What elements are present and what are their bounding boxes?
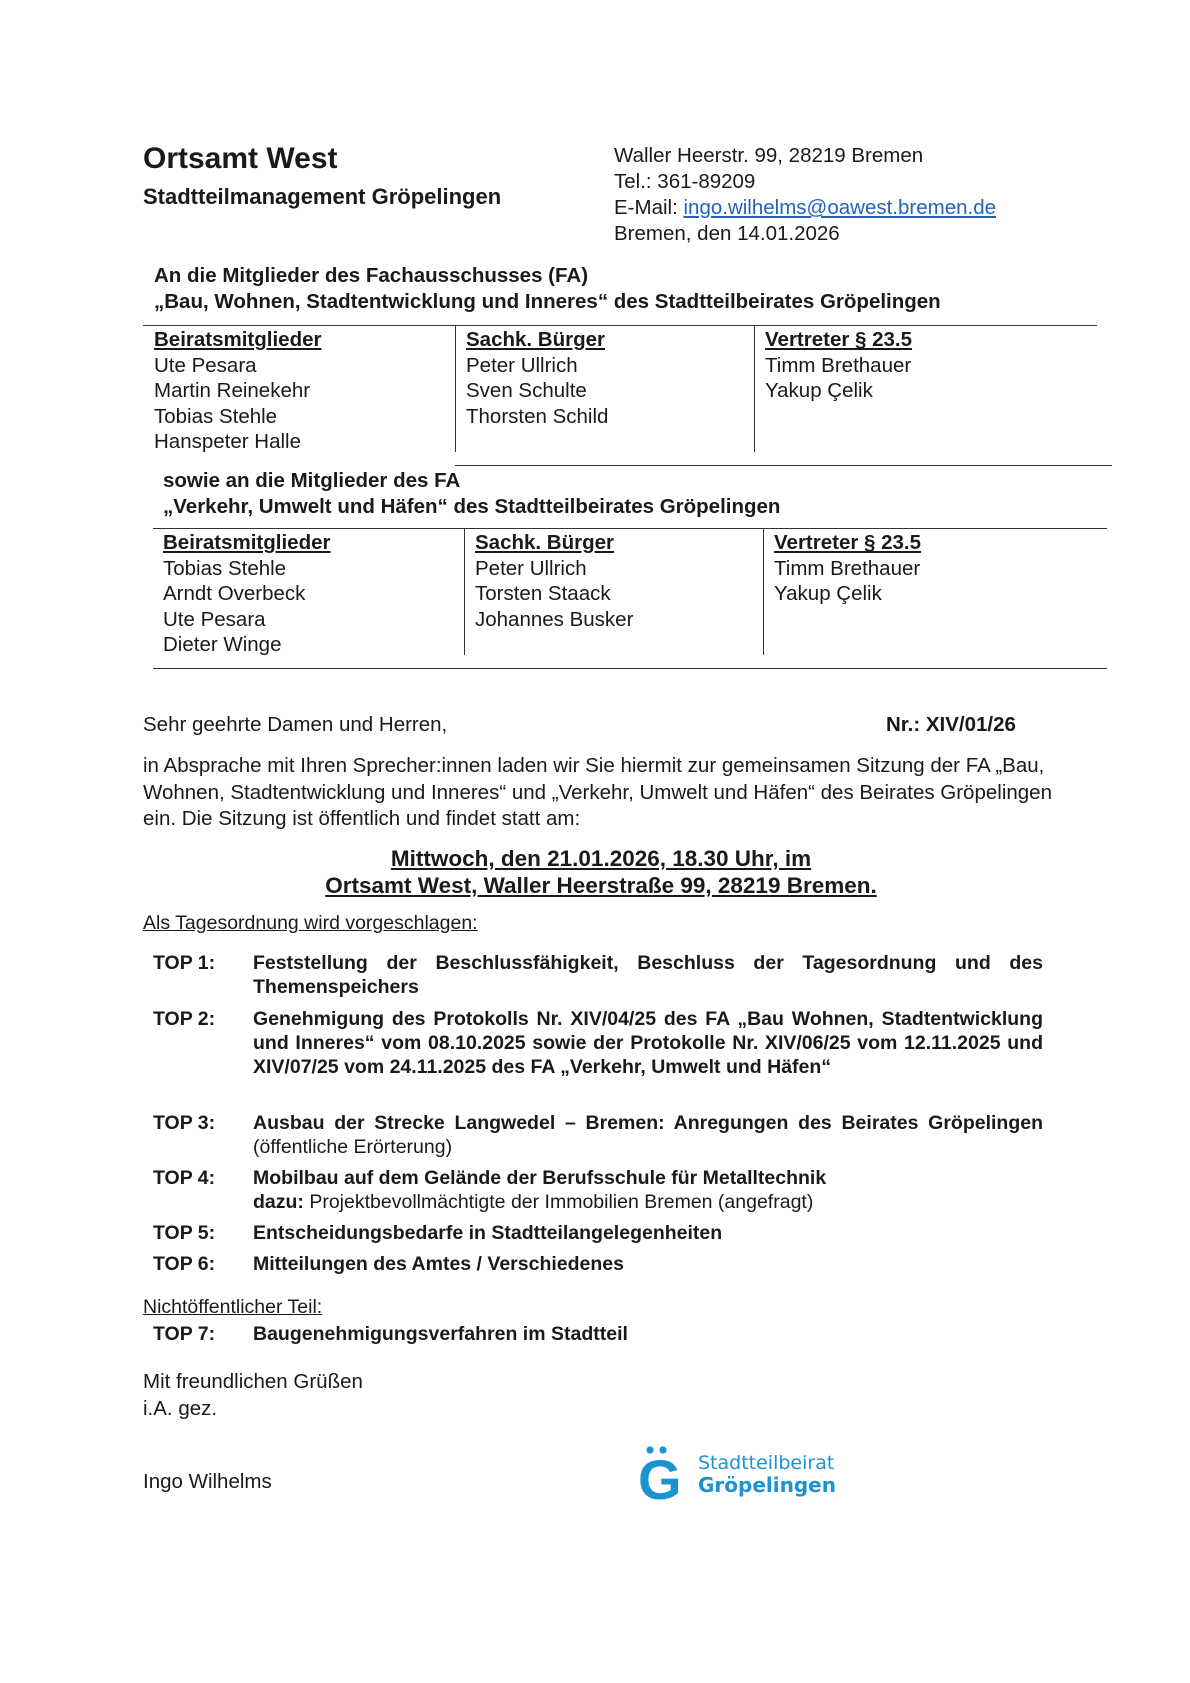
citizens-column [466, 327, 608, 429]
agenda-item [253, 1111, 1043, 1159]
logo-line1: Stadtteilbeirat [698, 1452, 835, 1474]
member: Dieter Winge [163, 633, 282, 656]
agenda-title: Genehmigung des Protokolls Nr. XIV/04/25 des FA „Bau Wohnen, Stadtentwicklung und Inneres“ vom 08.10.2025 sowie der Protokolle Nr. XIV/06/25 vom 12.11.2025 und XIV/07/25 vom 24.11.2025 des FA „Verkehr, Umwelt und Häfen“ [253, 1008, 1043, 1078]
agenda-title: Entscheidungsbedarfe in Stadtteilangelegenheiten [253, 1222, 723, 1244]
email-link[interactable]: ingo.wilhelms@oawest.bremen.de [683, 196, 996, 219]
agenda-item [253, 1322, 1043, 1346]
agenda-title: Feststellung der Beschlussfähigkeit, Beschluss der Tagesordnung und des Themenspeichers [253, 952, 1043, 998]
letter-date: Bremen, den 14.01.2026 [614, 222, 840, 245]
member: Torsten Staack [475, 582, 611, 605]
divider [153, 528, 1107, 529]
column-divider [763, 529, 764, 655]
member: Peter Ullrich [475, 556, 587, 580]
agenda-label: Als Tagesordnung wird vorgeschlagen: [143, 912, 478, 934]
member: Johannes Busker [475, 607, 634, 631]
closing-greeting: Mit freundlichen Grüßen [143, 1370, 363, 1393]
meeting-date: Mittwoch, den 21.01.2026, 18.30 Uhr, im [390, 846, 812, 871]
agenda-number: TOP 7: [153, 1323, 216, 1345]
agenda-note: (öffentliche Erörterung) [253, 1136, 453, 1158]
agenda-title: Mitteilungen des Amtes / Verschiedenes [253, 1253, 624, 1275]
agenda-item [253, 951, 1043, 999]
member: Yakup Çelik [765, 379, 873, 402]
email-label: E-Mail: [614, 196, 684, 219]
column-divider [464, 529, 465, 655]
recipients-line: sowie an die Mitglieder des FA [163, 469, 461, 492]
column-head: Vertreter § 23.5 [765, 328, 913, 351]
member: Timm Brethauer [774, 556, 921, 580]
agenda-item [253, 1007, 1043, 1079]
member: Thorsten Schild [466, 404, 609, 428]
representatives-column [765, 327, 912, 404]
beirat-logo [638, 1446, 838, 1506]
agenda-number: TOP 1: [153, 952, 216, 974]
agenda-number: TOP 6: [153, 1253, 216, 1275]
member: Hanspeter Halle [154, 430, 301, 453]
committee-name: „Verkehr, Umwelt und Häfen“ des Stadtteilbeirates Gröpelingen [163, 495, 781, 518]
recipients-line: An die Mitglieder des Fachausschusses (FA) [154, 264, 589, 287]
signature-name: Ingo Wilhelms [143, 1470, 272, 1493]
column-head: Beiratsmitglieder [154, 328, 322, 351]
column-divider [754, 326, 755, 452]
agenda-sub-text: Projektbevollmächtigte der Immobilien Bremen (angefragt) [303, 1191, 814, 1213]
member: Tobias Stehle [163, 556, 287, 580]
member: Arndt Overbeck [163, 582, 306, 605]
org-name: Ortsamt West [143, 142, 338, 175]
agenda-sub-label: dazu: [253, 1191, 304, 1213]
svg-text:G: G [638, 1448, 682, 1506]
recipients-heading-1 [154, 263, 941, 315]
agenda-number: TOP 2: [153, 1008, 216, 1030]
closing-ia: i.A. gez. [143, 1397, 218, 1420]
committee-name: „Bau, Wohnen, Stadtentwicklung und Inneres“ des Stadtteilbeirates Gröpelingen [154, 290, 941, 313]
salutation: Sehr geehrte Damen und Herren, [143, 713, 448, 736]
member: Sven Schulte [466, 379, 587, 402]
agenda-title: Baugenehmigungsverfahren im Stadtteil [253, 1323, 628, 1345]
contact-block [614, 143, 996, 247]
member: Yakup Çelik [774, 582, 882, 605]
agenda-number: TOP 5: [153, 1222, 216, 1244]
member: Tobias Stehle [154, 404, 278, 428]
divider [153, 668, 1107, 669]
citizens-column [475, 530, 633, 632]
members-column [154, 327, 321, 455]
divider [455, 465, 1112, 466]
column-head: Sachk. Bürger [475, 531, 614, 554]
org-subtitle: Stadtteilmanagement Gröpelingen [143, 184, 502, 209]
logo-text [698, 1452, 836, 1496]
telephone: Tel.: 361-89209 [614, 170, 756, 193]
divider [143, 325, 1097, 326]
meeting-location: Ortsamt West, Waller Heerstraße 99, 28219 Bremen. [325, 873, 877, 898]
agenda-number: TOP 4: [153, 1167, 216, 1189]
member: Timm Brethauer [765, 353, 912, 377]
agenda-number: TOP 3: [153, 1112, 216, 1134]
member: Peter Ullrich [466, 353, 578, 377]
agenda-title: Ausbau der Strecke Langwedel – Bremen: Anregungen des Beirates Gröpelingen [253, 1112, 1043, 1134]
agenda-item [253, 1166, 1043, 1214]
column-divider [455, 326, 456, 452]
agenda-title: Mobilbau auf dem Gelände der Berufsschule für Metalltechnik [253, 1167, 827, 1189]
logo-line2: Gröpelingen [698, 1473, 836, 1497]
nonpublic-label: Nichtöffentlicher Teil: [143, 1296, 323, 1318]
representatives-column [774, 530, 921, 607]
intro-paragraph: in Absprache mit Ihren Sprecher:innen laden wir Sie hiermit zur gemeinsamen Sitzung der FA „Bau, Wohnen, Stadtentwicklung und Inneres“ und „Verkehr, Umwelt und Häfen“ des Beirates Gröpelingen ein. Die Sitzung ist öffentlich und findet statt am: [143, 754, 1052, 830]
member: Martin Reinekehr [154, 379, 311, 402]
agenda-item [253, 1221, 1043, 1245]
recipients-heading-2 [163, 468, 780, 520]
column-head: Beiratsmitglieder [163, 531, 331, 554]
member: Ute Pesara [163, 607, 266, 631]
column-head: Vertreter § 23.5 [774, 531, 922, 554]
members-column [163, 530, 330, 658]
member: Ute Pesara [154, 353, 257, 377]
column-head: Sachk. Bürger [466, 328, 605, 351]
agenda-item [253, 1252, 1043, 1276]
email-line [614, 195, 996, 221]
document-number: Nr.: XIV/01/26 [886, 713, 1016, 736]
address: Waller Heerstr. 99, 28219 Bremen [614, 144, 924, 167]
